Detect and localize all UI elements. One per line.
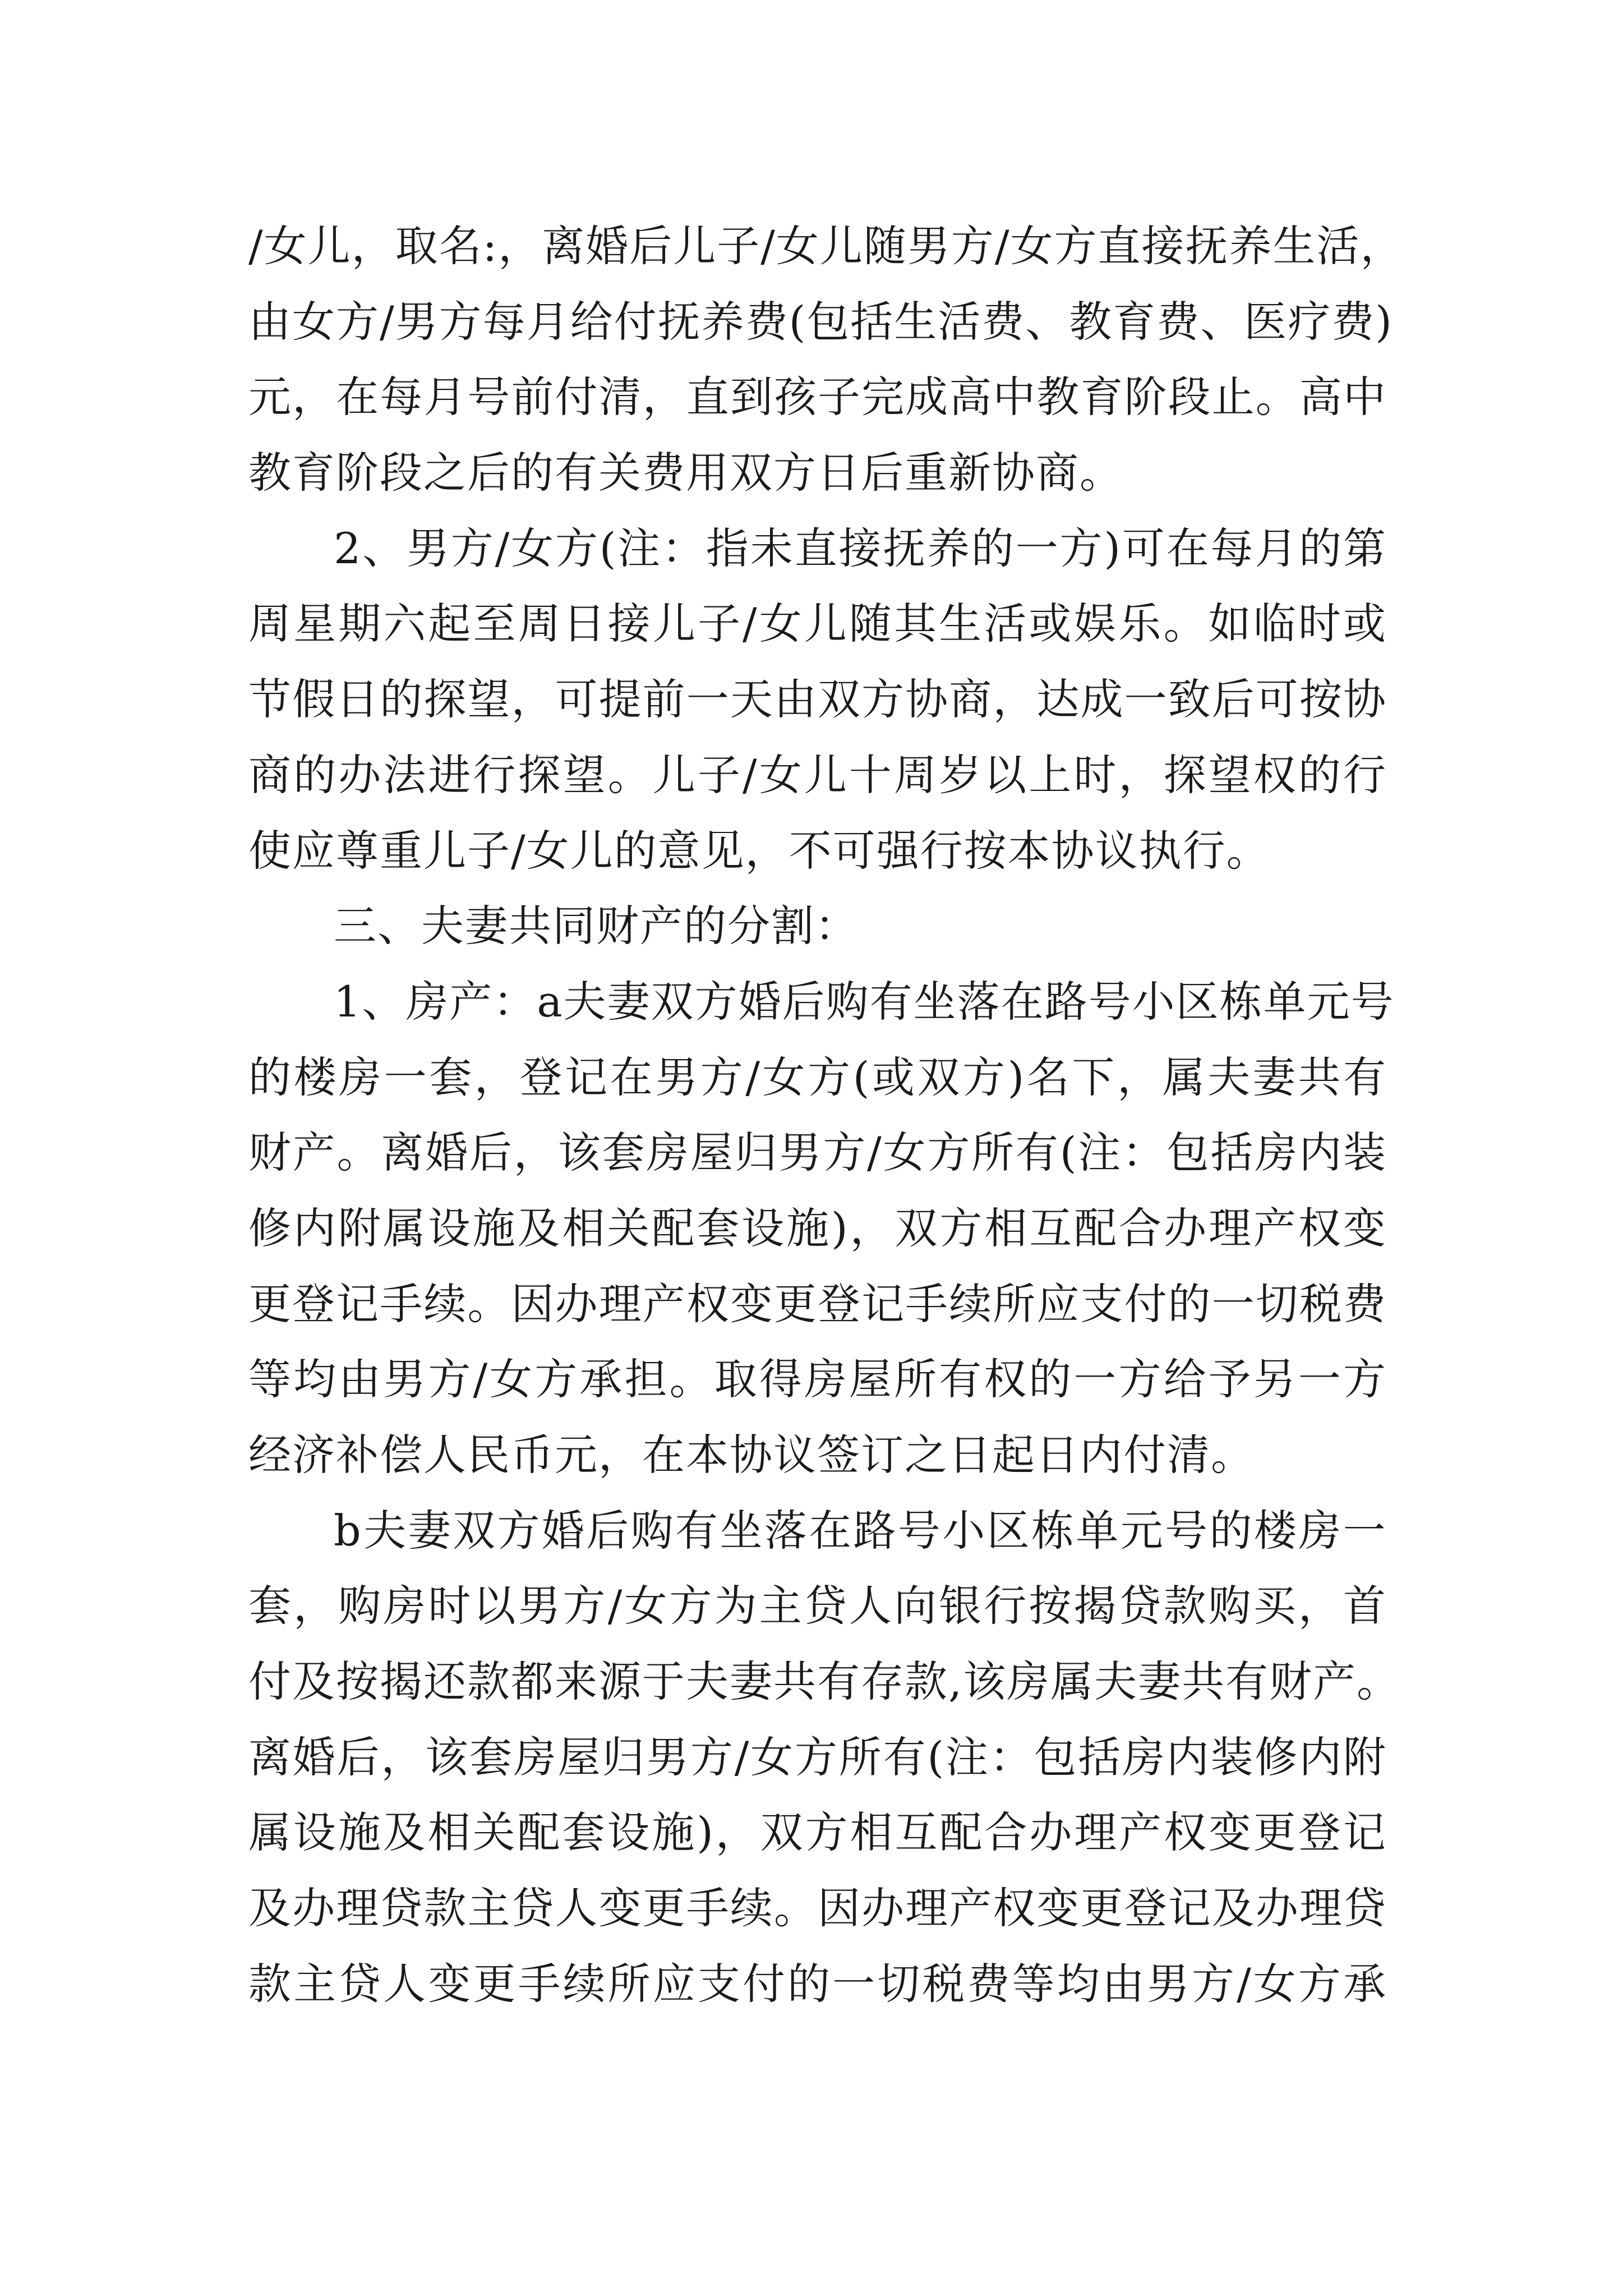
text-line-content: 经济补偿人民币元，在本协议签订之日起日内付清。	[248, 1430, 1255, 1480]
text-line: 套 ， 购 房 时 以 男 方 / 女 方 为 主 贷 人 向 银 行 按 揭 贷 款 购 买 ， 首	[248, 1581, 1387, 1631]
text-line: 1 、 房 产 ： a 夫 妻 双 方 婚 后 购 有 坐 落 在 路 号 小 区 栋 单 元 号	[334, 976, 1395, 1027]
text-line	[248, 889, 1387, 964]
text-line: 由 女 方 / 男 方 每 月 给 付 抚 养 费 ( 包 括 生 活 费 、 教 育 费 、 医 疗 费 )	[248, 296, 1393, 347]
text-line: 商 的 办 法 进 行 探 望 。 儿 子 / 女 儿 十 周 岁 以 上 时 ， 探 望 权 的 行	[248, 749, 1387, 800]
text-line-content: 教育阶段之后的有关费用双方日后重新协商。	[248, 448, 1123, 498]
text-line	[248, 435, 1387, 511]
text-line-content: 使应尊重儿子/女儿的意见，不可强行按本协议执行。	[248, 825, 1270, 876]
text-line: 付 及 按 揭 还 款 都 来 源 于 夫 妻 共 有 存 款 , 该 房 属 夫 妻 共 有 财 产 。	[248, 1657, 1401, 1707]
text-line: 离 婚 后 ， 该 套 房 屋 归 男 方 / 女 方 所 有 ( 注 ： 包 括 房 内 装 修 内 附	[248, 1732, 1387, 1782]
text-line: 更 登 记 手 续 。 因 办 理 产 权 变 更 登 记 手 续 所 应 支 付 的 一 切 税 费	[248, 1278, 1387, 1329]
text-line: 2 、 男 方 / 女 方 ( 注 ： 指 未 直 接 抚 养 的 一 方 ) 可 在 每 月 的 第	[334, 523, 1387, 573]
text-line: 修 内 附 属 设 施 及 相 关 配 套 设 施 ) ， 双 方 相 互 配 合 办 理 产 权 变	[248, 1203, 1387, 1253]
text-line-content: 三、夫妻共同财产的分割：	[334, 901, 859, 951]
document-body	[248, 209, 1404, 2022]
text-line: 的 楼 房 一 套 ， 登 记 在 男 方 / 女 方 ( 或 双 方 ) 名 下 ， 属 夫 妻 共 有	[248, 1052, 1387, 1102]
text-line: 及 办 理 贷 款 主 贷 人 变 更 手 续 。 因 办 理 产 权 变 更 登 记 及 办 理 贷	[248, 1883, 1387, 1934]
text-line: / 女 儿 ， 取 名 : ， 离 婚 后 儿 子 / 女 儿 随 男 方 / 女 方 直 接 抚 养 生 活 ，	[248, 221, 1404, 271]
text-line: 周 星 期 六 起 至 周 日 接 儿 子 / 女 儿 随 其 生 活 或 娱 乐 。 如 临 时 或	[248, 599, 1387, 649]
text-line: 等 均 由 男 方 / 女 方 承 担 。 取 得 房 屋 所 有 权 的 一 方 给 予 另 一 方	[248, 1354, 1387, 1405]
text-line: 财 产 。 离 婚 后 ， 该 套 房 屋 归 男 方 / 女 方 所 有 ( 注 ： 包 括 房 内 装	[248, 1128, 1387, 1178]
text-line: 元 ， 在 每 月 号 前 付 清 ， 直 到 孩 子 完 成 高 中 教 育 阶 段 止 。 高 中	[248, 372, 1387, 422]
text-line: 节 假 日 的 探 望 ， 可 提 前 一 天 由 双 方 协 商 ， 达 成 一 致 后 可 按 协	[248, 674, 1387, 725]
text-line	[248, 1418, 1387, 1493]
text-line	[248, 813, 1387, 889]
text-line: b 夫 妻 双 方 婚 后 购 有 坐 落 在 路 号 小 区 栋 单 元 号 的 楼 房 一	[334, 1505, 1387, 1556]
text-line: 属 设 施 及 相 关 配 套 设 施 ) ， 双 方 相 互 配 合 办 理 产 权 变 更 登 记	[248, 1807, 1387, 1858]
text-line: 款 主 贷 人 变 更 手 续 所 应 支 付 的 一 切 税 费 等 均 由 男 方 / 女 方 承	[248, 1958, 1387, 2009]
